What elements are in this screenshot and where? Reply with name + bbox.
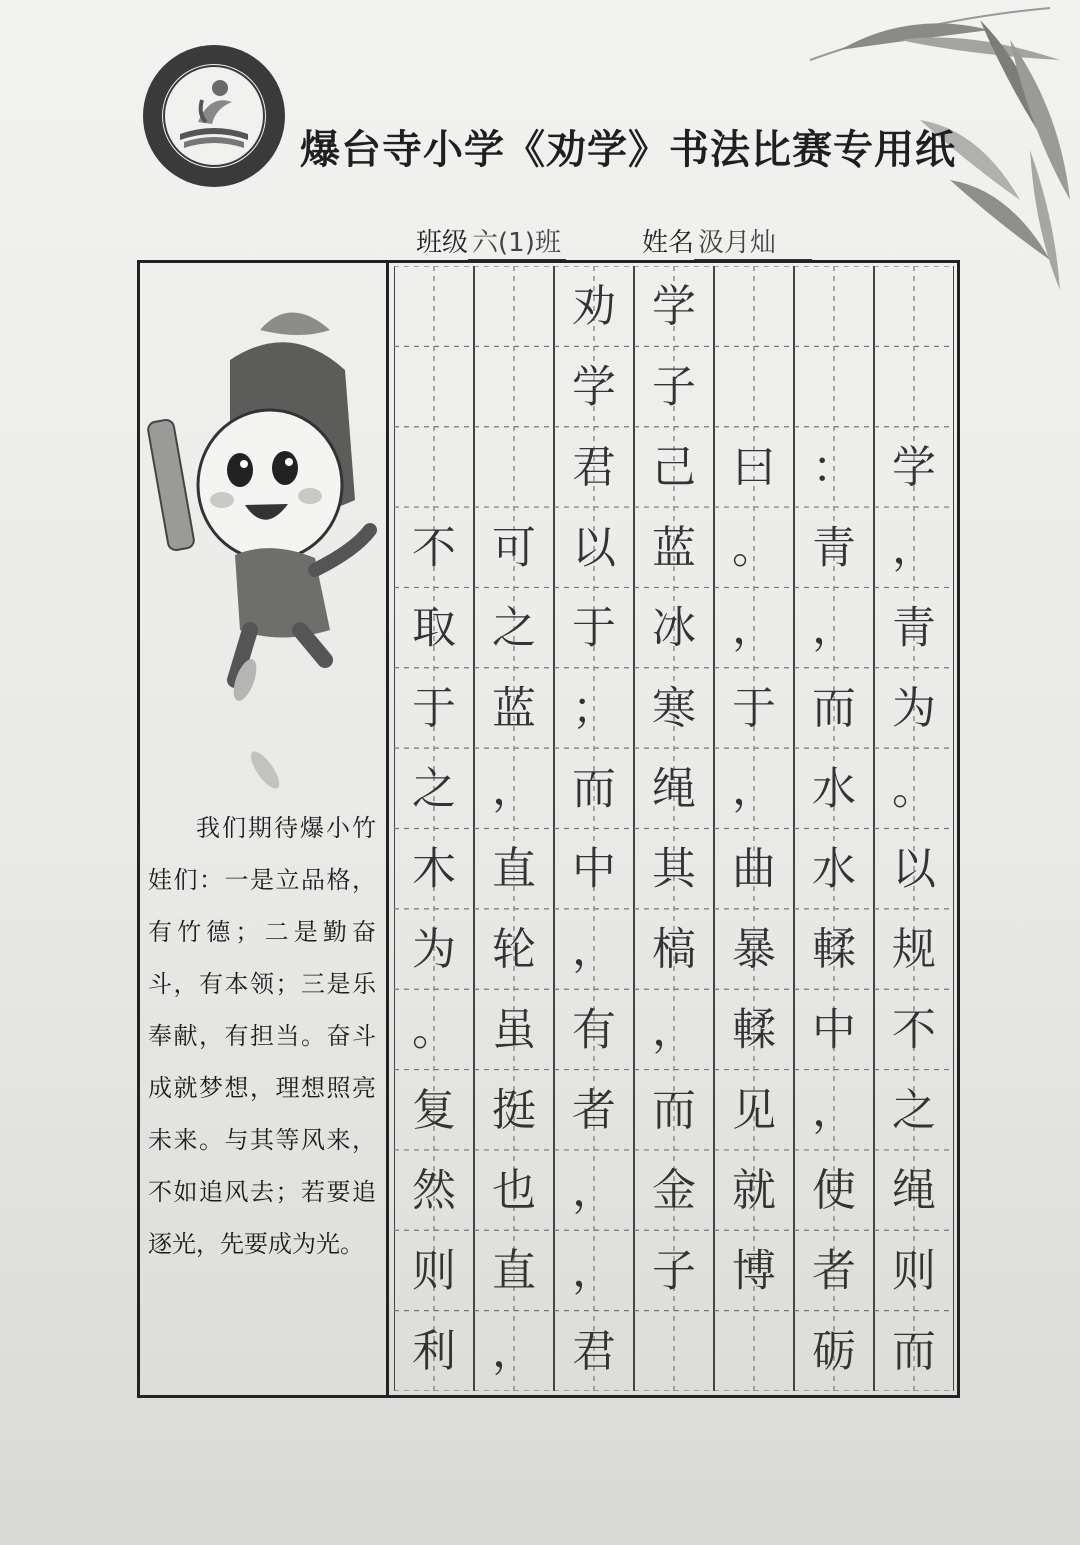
calligraphy-char: 可 [492,522,536,574]
calligraphy-char: 于 [572,602,616,654]
calligraphy-char: 学 [892,441,936,493]
page-title: 爆台寺小学《劝学》书法比赛专用纸 [300,126,956,173]
calligraphy-char: 水 [812,763,856,815]
calligraphy-char: 然 [412,1165,456,1217]
calligraphy-char: 冰 [652,602,696,654]
calligraphy-char: ， [812,1084,856,1136]
calligraphy-char: 中 [812,1004,856,1056]
calligraphy-grid [394,266,954,1391]
calligraphy-char: ， [572,1245,616,1297]
calligraphy-char: 之 [412,763,456,815]
calligraphy-char: 木 [412,843,456,895]
calligraphy-char: 为 [412,924,456,976]
calligraphy-char: 曰 [732,441,776,493]
class-value: 六(1)班 [468,222,566,261]
calligraphy-char: 挺 [492,1084,536,1136]
calligraphy-char: 绳 [652,763,696,815]
calligraphy-char: 者 [572,1084,616,1136]
calligraphy-char: 直 [492,1245,536,1297]
calligraphy-char: 金 [652,1165,696,1217]
calligraphy-char: 而 [892,1325,936,1377]
frame-divider [386,260,389,1398]
calligraphy-char: 以 [892,843,936,895]
calligraphy-char: 学 [652,281,696,333]
calligraphy-char: 暴 [732,924,776,976]
calligraphy-char: 为 [892,682,936,734]
calligraphy-char: 輮 [812,924,856,976]
calligraphy-char: 不 [892,1004,936,1056]
bamboo-mascot-illustration [140,300,385,800]
calligraphy-char: 子 [652,361,696,413]
calligraphy-char: 也 [492,1165,536,1217]
name-field [642,222,812,261]
calligraphy-char: 取 [412,602,456,654]
calligraphy-char: 砺 [812,1325,856,1377]
calligraphy-char: 。 [732,522,776,574]
calligraphy-char: 水 [812,843,856,895]
calligraphy-char: ， [572,1165,616,1217]
calligraphy-char: 君 [572,1325,616,1377]
calligraphy-char: 于 [732,682,776,734]
class-field [416,222,566,261]
calligraphy-char: 者 [812,1245,856,1297]
calligraphy-char: 。 [892,763,936,815]
calligraphy-char: 虽 [492,1004,536,1056]
calligraphy-char: 绳 [892,1165,936,1217]
calligraphy-char: 博 [732,1245,776,1297]
calligraphy-char: 有 [572,1004,616,1056]
calligraphy-char: 君 [572,441,616,493]
school-logo [140,42,288,190]
calligraphy-char: 寒 [652,682,696,734]
calligraphy-char: 青 [812,522,856,574]
calligraphy-char: 蓝 [492,682,536,734]
calligraphy-char: 直 [492,843,536,895]
calligraphy-char: ， [892,522,936,574]
calligraphy-char: ， [572,924,616,976]
calligraphy-char: 轮 [492,924,536,976]
calligraphy-char: 劝 [572,281,616,333]
calligraphy-char: 輮 [732,1004,776,1056]
calligraphy-char: 蓝 [652,522,696,574]
calligraphy-char: ， [492,1325,536,1377]
calligraphy-char: 中 [572,843,616,895]
calligraphy-char: ， [492,763,536,815]
calligraphy-char: 则 [892,1245,936,1297]
calligraphy-char: 以 [572,522,616,574]
calligraphy-char: 规 [892,924,936,976]
calligraphy-char: ， [732,602,776,654]
calligraphy-char: 曲 [732,843,776,895]
calligraphy-char: 之 [892,1084,936,1136]
calligraphy-char: 利 [412,1325,456,1377]
calligraphy-char: 于 [412,682,456,734]
calligraphy-char: ； [572,682,616,734]
calligraphy-char: ， [812,602,856,654]
calligraphy-char: 而 [812,682,856,734]
calligraphy-char: 而 [572,763,616,815]
calligraphy-char: ， [732,763,776,815]
calligraphy-char: 则 [412,1245,456,1297]
side-message: 我们期待爆小竹娃们：一是立品格，有竹德；二是勤奋斗，有本领；三是乐奉献，有担当。奋斗成就梦想，理想照亮未来。与其等风来，不如追风去；若要追逐光，先要成为光。 [148,814,376,1258]
calligraphy-char: 青 [892,602,936,654]
calligraphy-char: 子 [652,1245,696,1297]
calligraphy-char: 不 [412,522,456,574]
calligraphy-char: 其 [652,843,696,895]
calligraphy-char: 学 [572,361,616,413]
calligraphy-char: 而 [652,1084,696,1136]
calligraphy-char: ， [652,1004,696,1056]
calligraphy-char: 己 [652,441,696,493]
calligraphy-char: 使 [812,1165,856,1217]
name-value: 汲月灿 [694,222,812,261]
calligraphy-char: 见 [732,1084,776,1136]
calligraphy-char: ： [812,441,856,493]
calligraphy-char: 之 [492,602,536,654]
calligraphy-char: 。 [412,1004,456,1056]
calligraphy-char: 槁 [652,924,696,976]
class-label: 班级 [416,228,469,258]
name-label: 姓名 [642,228,695,258]
calligraphy-char: 就 [732,1165,776,1217]
calligraphy-char: 复 [412,1084,456,1136]
